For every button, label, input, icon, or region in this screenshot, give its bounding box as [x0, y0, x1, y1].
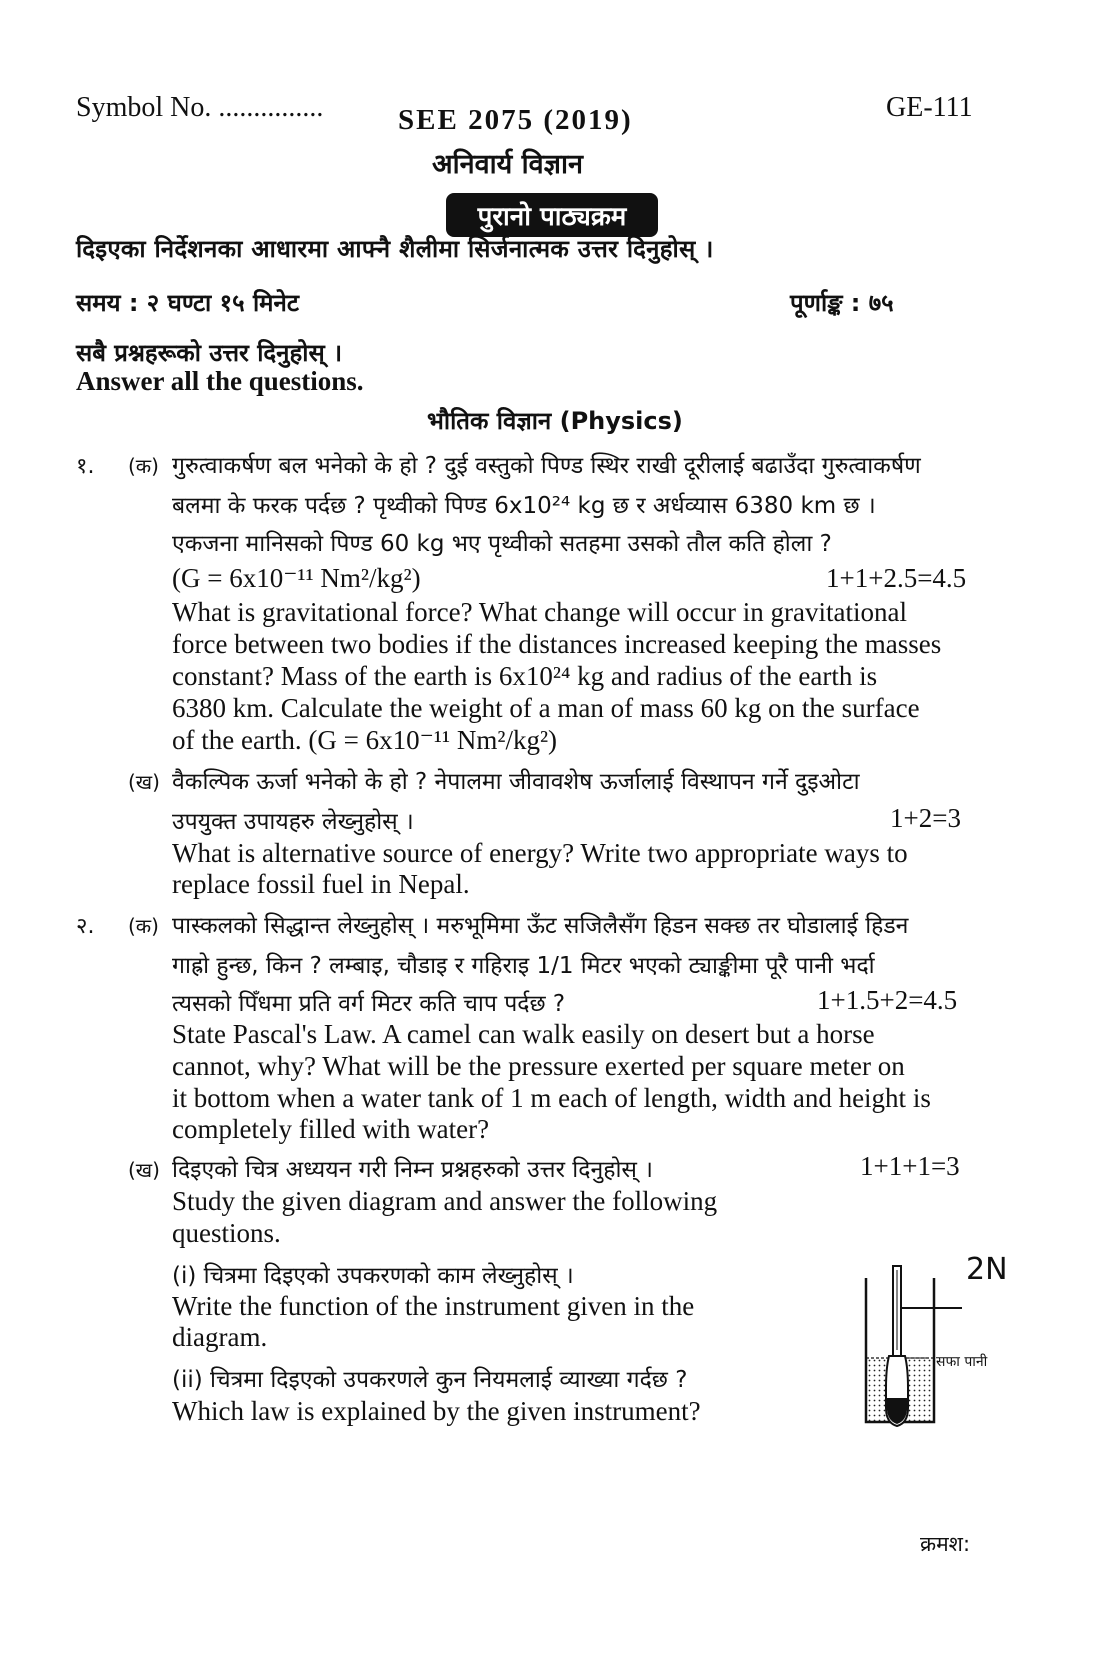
- question-text-en: Study the given diagram and answer the following: [172, 1186, 718, 1216]
- question-text-np: त्यसको पिँधमा प्रति वर्ग मिटर कति चाप पर्दछ ?: [172, 991, 566, 1017]
- question-text-np: दिइएको चित्र अध्ययन गरी निम्न प्रश्नहरुको उत्तर दिनुहोस् ।: [172, 1157, 653, 1183]
- question-text-en: questions.: [172, 1218, 281, 1248]
- marks-allocation: 1+2=3: [890, 803, 961, 833]
- subject-title: अनिवार्य विज्ञान: [432, 149, 583, 180]
- question-text-np: उपयुक्त उपायहरु लेख्नुहोस् ।: [172, 809, 414, 835]
- general-instruction: दिइएका निर्देशनका आधारमा आफ्नै शैलीमा सिर्जनात्मक उत्तर दिनुहोस् ।: [76, 235, 714, 263]
- question-text-en: What is gravitational force? What change will occur in gravitational: [172, 597, 907, 627]
- question-text-en: replace fossil fuel in Nepal.: [172, 869, 470, 899]
- question-text-en: diagram.: [172, 1322, 268, 1352]
- question-number: २.: [76, 914, 95, 939]
- answer-all-nepali: सबै प्रश्नहरूको उत्तर दिनुहोस् ।: [76, 339, 343, 367]
- subquestion-label: (ख): [128, 1158, 160, 1182]
- symbol-number: Symbol No. ...............: [76, 92, 324, 123]
- exam-title: SEE 2075 (2019): [398, 104, 633, 136]
- question-text-en: of the earth. (G = 6x10⁻¹¹ Nm²/kg²): [172, 725, 558, 755]
- question-text-en: State Pascal's Law. A camel can walk easily on desert but a horse: [172, 1019, 875, 1049]
- question-text-np: वैकल्पिक ऊर्जा भनेको के हो ? नेपालमा जीवावशेष ऊर्जालाई विस्थापन गर्ने दुइओटा: [172, 769, 860, 795]
- question-text-en: force between two bodies if the distances increased keeping the masses: [172, 629, 942, 659]
- question-text-en: cannot, why? What will be the pressure exerted per square meter on: [172, 1051, 905, 1081]
- section-heading: भौतिक विज्ञान (Physics): [427, 407, 683, 435]
- answer-all-english: Answer all the questions.: [76, 366, 364, 396]
- subquestion-label: (ख): [128, 770, 160, 794]
- question-text-np: (ii) चित्रमा दिइएको उपकरणले कुन नियमलाई व्याख्या गर्दछ ?: [172, 1367, 688, 1393]
- force-label: 2N: [966, 1252, 1008, 1287]
- question-text-en: it bottom when a water tank of 1 m each of length, width and height is: [172, 1083, 931, 1113]
- subquestion-label: (क): [128, 914, 159, 938]
- question-text-np: (i) चित्रमा दिइएको उपकरणको काम लेख्नुहोस् ।: [172, 1263, 574, 1289]
- question-number: १.: [76, 454, 95, 479]
- time-allowed: समय : २ घण्टा १५ मिनेट: [76, 289, 299, 317]
- question-text-en: constant? Mass of the earth is 6x10²⁴ kg and radius of the earth is: [172, 661, 878, 691]
- marks-allocation: 1+1+1=3: [860, 1151, 960, 1181]
- syllabus-badge: पुरानो पाठ्यक्रम: [446, 193, 658, 237]
- continued-marker: क्रमश:: [920, 1532, 971, 1556]
- question-text-en: Which law is explained by the given instrument?: [172, 1396, 701, 1426]
- subquestion-label: (क): [128, 454, 159, 478]
- full-marks: पूर्णाङ्क : ७५: [790, 289, 894, 317]
- question-text-en: Write the function of the instrument given in the: [172, 1291, 695, 1321]
- marks-allocation: 1+1.5+2=4.5: [817, 985, 958, 1015]
- paper-code: GE-111: [886, 92, 973, 123]
- marks-allocation: 1+1+2.5=4.5: [826, 563, 967, 593]
- liquid-label: सफा पानी: [936, 1354, 988, 1370]
- question-text-np: एकजना मानिसको पिण्ड 60 kg भए पृथ्वीको सतहमा उसको तौल कति होला ?: [172, 531, 832, 557]
- question-text-np: पास्कलको सिद्धान्त लेख्नुहोस् । मरुभूमिमा ऊँट सजिलैसँग हिडन सक्छ तर घोडालाई हिडन: [172, 913, 909, 939]
- question-text-np: गाह्रो हुन्छ, किन ? लम्बाइ, चौडाइ र गहिराइ 1/1 मिटर भएको ट्याङ्कीमा पूरै पानी भर्दा: [172, 953, 875, 979]
- question-text-en: What is alternative source of energy? Write two appropriate ways to: [172, 838, 908, 868]
- question-text-np: बलमा के फरक पर्दछ ? पृथ्वीको पिण्ड 6x10²⁴ kg छ र अर्धव्यास 6380 km छ ।: [172, 493, 876, 519]
- question-text-en: completely filled with water?: [172, 1114, 490, 1144]
- question-text-np: गुरुत्वाकर्षण बल भनेको के हो ? दुई वस्तुको पिण्ड स्थिर राखी दूरीलाई बढाउँदा गुरुत्वाकर्षण: [172, 453, 921, 479]
- question-text-en: 6380 km. Calculate the weight of a man of mass 60 kg on the surface: [172, 693, 920, 723]
- given-constant: (G = 6x10⁻¹¹ Nm²/kg²): [172, 563, 421, 593]
